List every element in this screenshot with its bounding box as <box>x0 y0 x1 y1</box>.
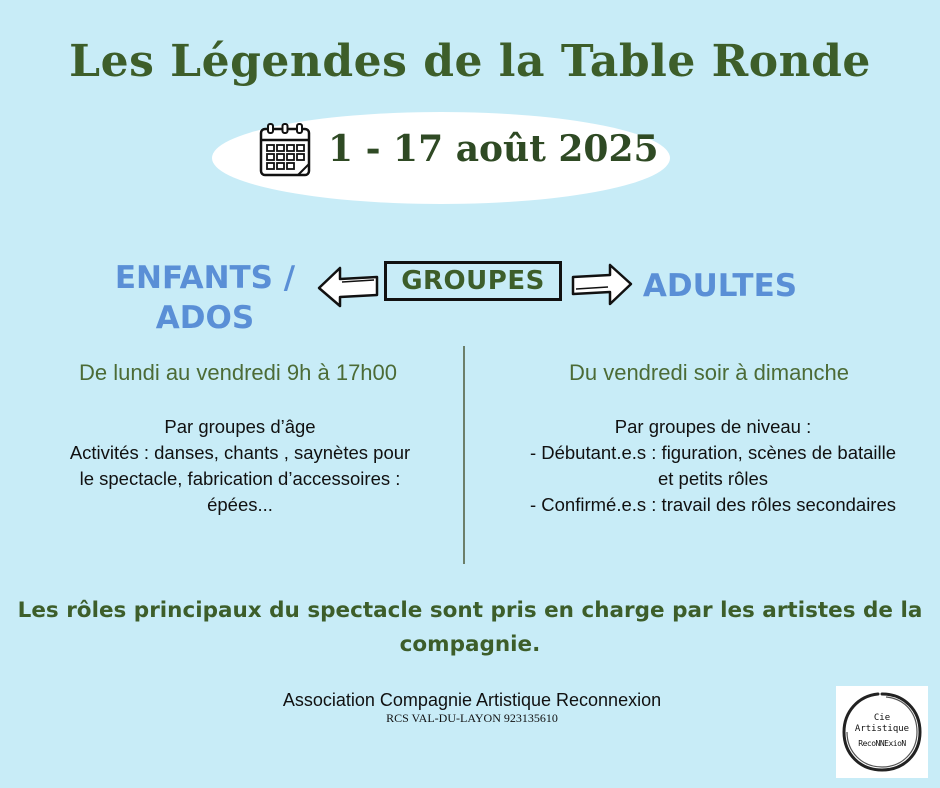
kids-schedule: De lundi au vendredi 9h à 17h00 <box>78 360 398 385</box>
left-arrow-icon <box>316 262 380 308</box>
adults-desc-line: - Confirmé.e.s : travail des rôles secondaires <box>529 494 897 515</box>
kids-desc-line: Activités : danses, chants , saynètes pour <box>69 442 411 463</box>
logo-text-reconnexion: RecoNNExioN <box>858 739 906 748</box>
adults-desc-line: Par groupes de niveau : <box>614 416 812 437</box>
logo-text-cie: Cie <box>873 713 891 723</box>
calendar-icon <box>258 122 312 178</box>
adults-group-title: ADULTES <box>642 268 798 304</box>
roles-note-line1: Les rôles principaux du spectacle sont pris en charge par les artistes de la <box>17 598 923 623</box>
groups-label: GROUPES <box>384 261 562 301</box>
logo-text-artistique: Artistique <box>854 724 910 734</box>
kids-desc-line: Par groupes d’âge <box>164 416 316 437</box>
kids-description <box>30 414 450 518</box>
kids-title-line2: ADOS <box>155 300 255 336</box>
company-logo <box>836 686 928 778</box>
adults-desc-line: et petits rôles <box>657 468 769 489</box>
adults-desc-line: - Débutant.e.s : figuration, scènes de bataille <box>529 442 897 463</box>
kids-title-line1: ENFANTS / <box>114 260 296 296</box>
column-divider <box>463 346 465 564</box>
kids-group-title <box>100 258 310 338</box>
kids-desc-line: le spectacle, fabrication d’accessoires : <box>79 468 401 489</box>
roles-note <box>10 594 930 662</box>
adults-schedule: Du vendredi soir à dimanche <box>568 360 850 385</box>
page-title: Les Légendes de la Table Ronde <box>69 36 871 87</box>
association-name: Association Compagnie Artistique Reconnexion <box>282 690 662 710</box>
event-dates: 1 - 17 août 2025 <box>328 128 659 170</box>
adults-description <box>490 414 936 518</box>
right-arrow-icon <box>570 262 634 308</box>
kids-desc-line: épées... <box>207 494 273 515</box>
rcs-number: RCS VAL-DU-LAYON 923135610 <box>386 711 558 725</box>
roles-note-line2: compagnie. <box>399 632 541 657</box>
